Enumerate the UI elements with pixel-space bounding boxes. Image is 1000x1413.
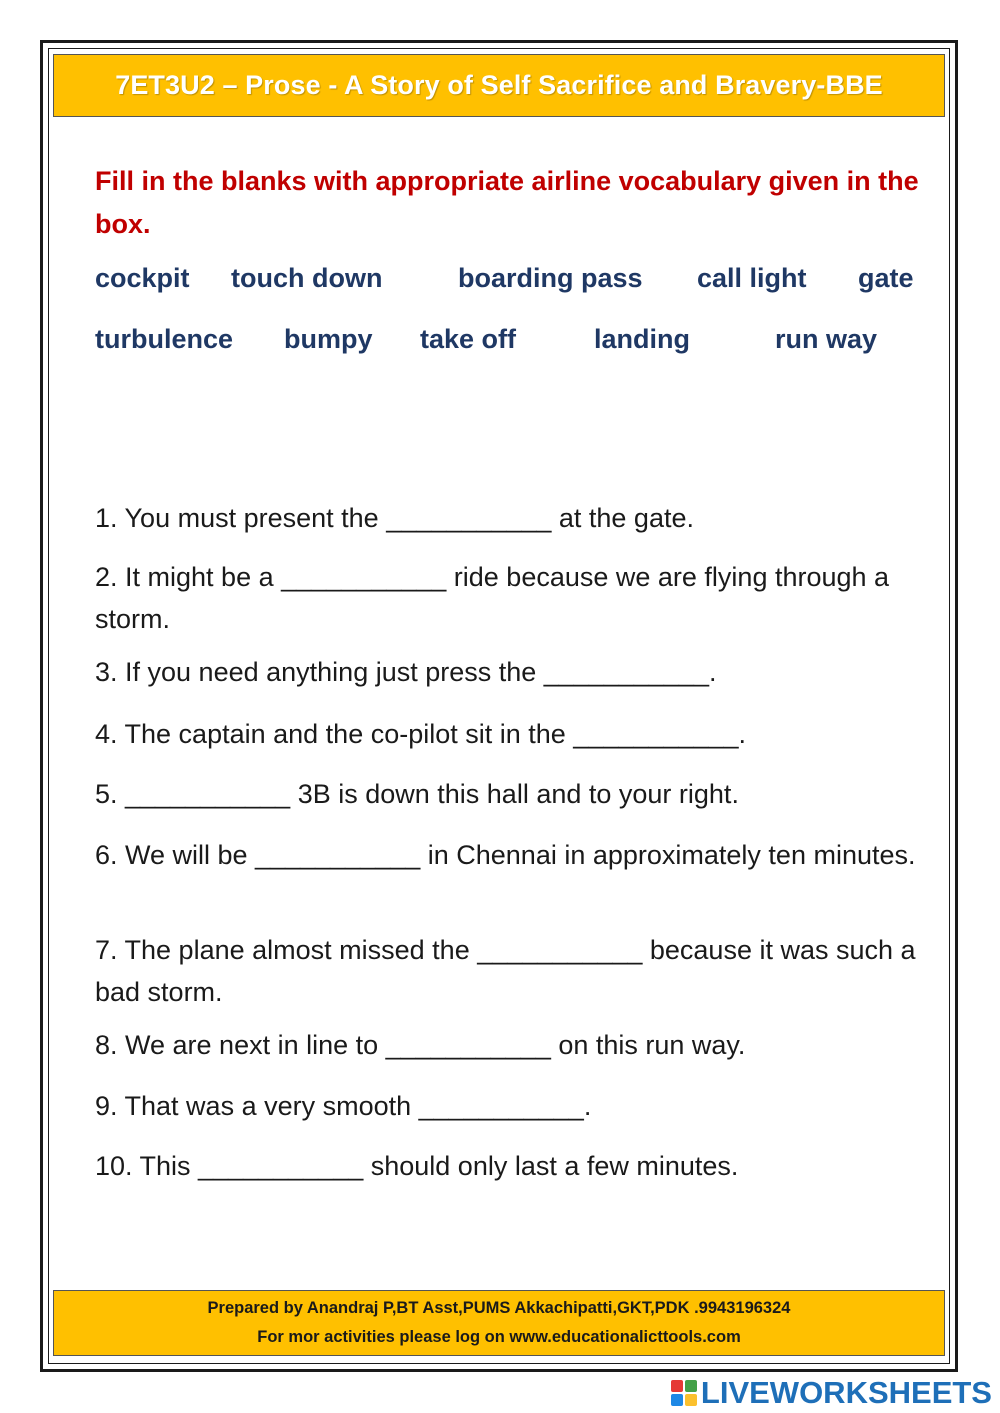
vocab-word: bumpy [284, 324, 373, 354]
vocab-word: turbulence [95, 324, 234, 354]
question-item: 7. The plane almost missed the ___________ because it was such a bad storm. [95, 935, 916, 1007]
question-item: 5. ___________ 3B is down this hall and to your right. [95, 779, 739, 809]
question-item: 6. We will be ___________ in Chennai in approximately ten minutes. [95, 840, 916, 870]
vocab-word: landing [594, 324, 690, 354]
worksheet-title: 7ET3U2 – Prose - A Story of Self Sacrifice and Bravery-BBE [115, 70, 883, 100]
title-bar [53, 54, 945, 117]
question-item: 8. We are next in line to ___________ on this run way. [95, 1030, 746, 1060]
vocab-word: cockpit [95, 263, 190, 293]
footer-credit: Prepared by Anandraj P,BT Asst,PUMS Akkachipatti,GKT,PDK .9943196324 [207, 1299, 791, 1317]
question-item: 1. You must present the ___________ at the gate. [95, 503, 694, 533]
vocab-word: boarding pass [458, 263, 643, 293]
vocab-word: run way [775, 324, 878, 354]
vocab-word: call light [697, 263, 807, 293]
liveworksheets-brand[interactable] [671, 1376, 992, 1410]
brand-name: LIVEWORKSHEETS [700, 1375, 992, 1410]
footer-bar [53, 1290, 945, 1356]
vocab-word: gate [858, 263, 914, 293]
question-item: 10. This ___________ should only last a few minutes. [95, 1151, 739, 1181]
liveworksheets-logo-icon [671, 1380, 697, 1406]
question-item: 3. If you need anything just press the ___________. [95, 657, 717, 687]
question-item: 2. It might be a ___________ ride because we are flying through a storm. [95, 562, 890, 634]
instruction-text: Fill in the blanks with appropriate airline vocabulary given in the box. [95, 166, 919, 239]
footer-website: For mor activities please log on www.educationalicttools.com [257, 1328, 741, 1346]
question-item: 9. That was a very smooth ___________. [95, 1091, 592, 1121]
vocab-word: take off [420, 324, 517, 354]
question-item: 4. The captain and the co-pilot sit in the ___________. [95, 719, 746, 749]
vocab-word: touch down [231, 263, 383, 293]
